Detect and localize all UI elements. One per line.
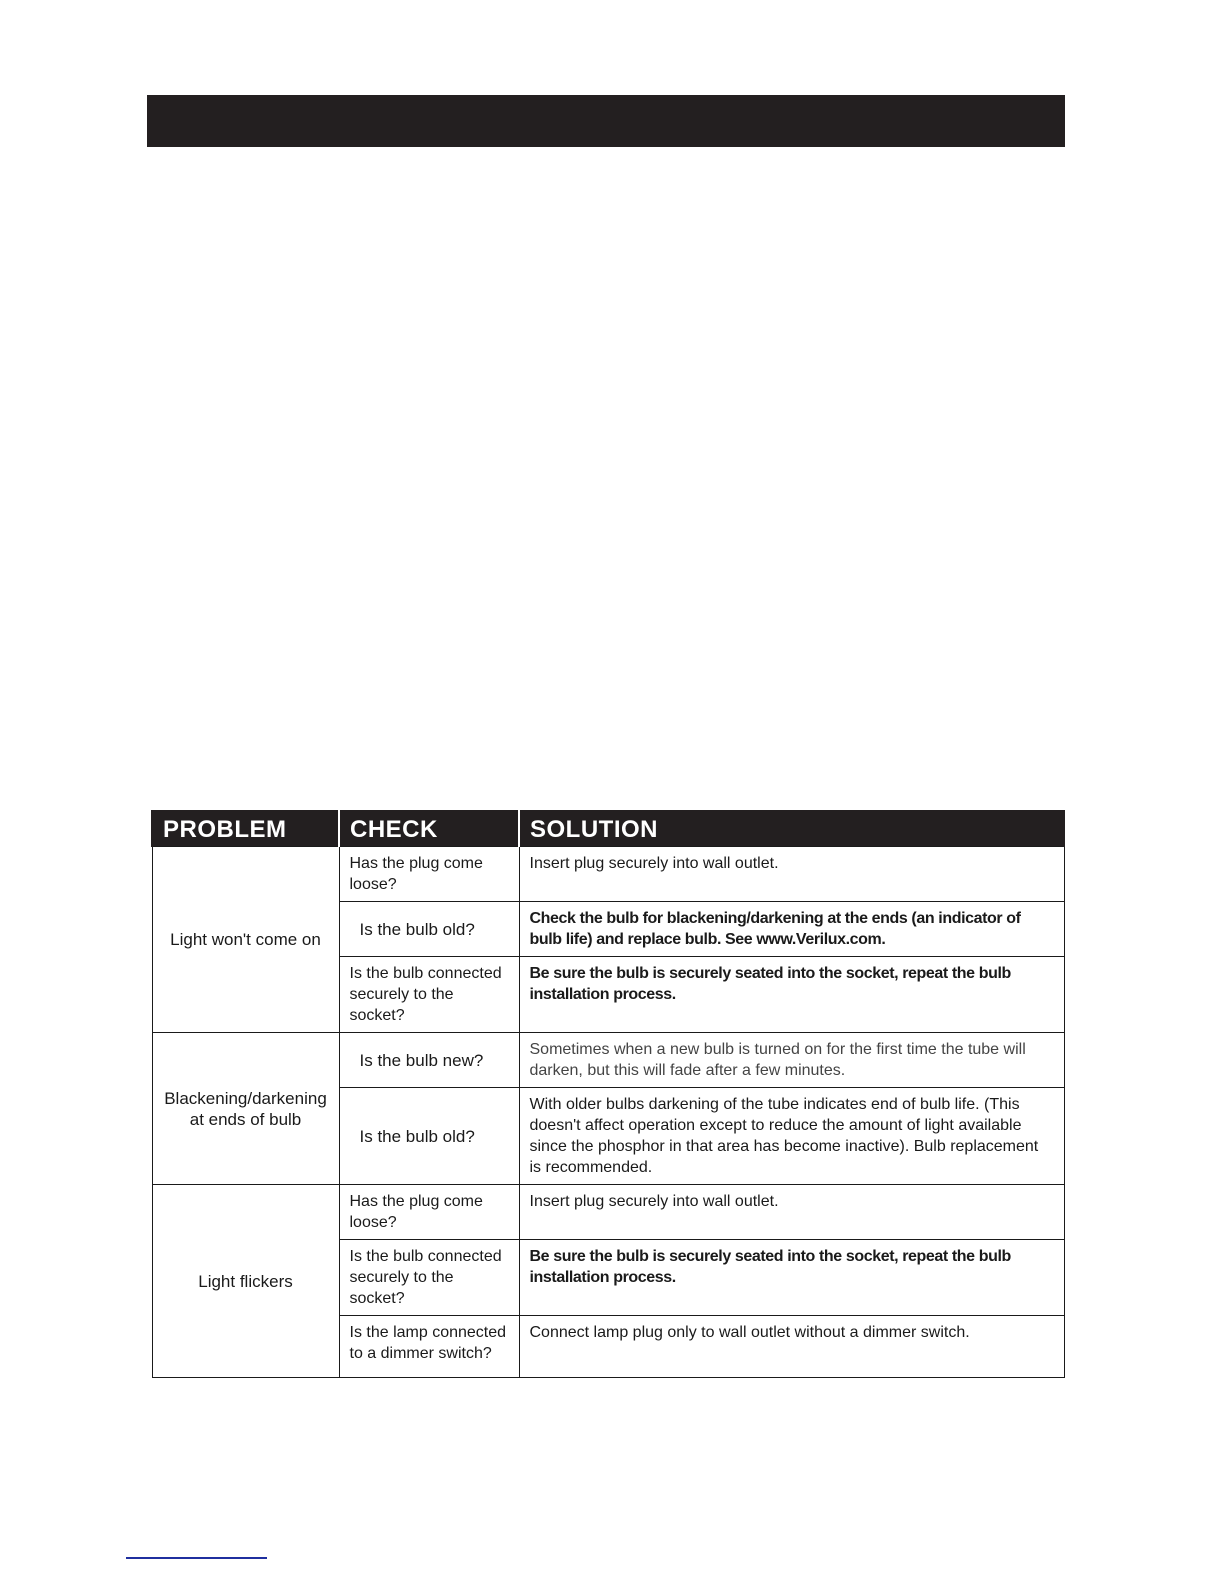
header-problem: PROBLEM <box>152 810 339 847</box>
solution-cell: Insert plug securely into wall outlet. <box>519 847 1064 902</box>
table-header-row <box>152 810 1064 847</box>
solution-cell: Check the bulb for blackening/darkening at the ends (an indicator of bulb life) and replace bulb. See www.Verilux.com. <box>519 902 1064 957</box>
solution-cell: Be sure the bulb is securely seated into the socket, repeat the bulb installation process. <box>519 1240 1064 1316</box>
solution-cell: Insert plug securely into wall outlet. <box>519 1185 1064 1240</box>
problem-cell: Blackening/darkening at ends of bulb <box>152 1033 339 1185</box>
check-cell: Has the plug come loose? <box>339 1185 519 1240</box>
footer-link-underline[interactable] <box>126 1557 267 1559</box>
table-row <box>152 847 1064 902</box>
solution-cell: With older bulbs darkening of the tube indicates end of bulb life. (This doesn't affect operation except to reduce the amount of light available since the phosphor in that area has become inactive). Bulb replacement is recommended. <box>519 1088 1064 1185</box>
check-cell: Is the bulb connected securely to the socket? <box>339 957 519 1033</box>
section-title-bar <box>147 95 1065 147</box>
header-solution: SOLUTION <box>519 810 1064 847</box>
troubleshooting-table <box>151 810 1065 1378</box>
problem-cell: Light won't come on <box>152 847 339 1033</box>
check-cell: Is the bulb connected securely to the socket? <box>339 1240 519 1316</box>
check-cell: Is the bulb new? <box>339 1033 519 1088</box>
problem-cell: Light flickers <box>152 1185 339 1378</box>
check-cell: Has the plug come loose? <box>339 847 519 902</box>
header-check: CHECK <box>339 810 519 847</box>
solution-cell: Sometimes when a new bulb is turned on for the first time the tube will darken, but this will fade after a few minutes. <box>519 1033 1064 1088</box>
table-row <box>152 1033 1064 1088</box>
solution-cell: Connect lamp plug only to wall outlet without a dimmer switch. <box>519 1316 1064 1378</box>
table-row <box>152 1185 1064 1240</box>
check-cell: Is the bulb old? <box>339 902 519 957</box>
check-cell: Is the lamp connected to a dimmer switch? <box>339 1316 519 1378</box>
solution-cell: Be sure the bulb is securely seated into the socket, repeat the bulb installation process. <box>519 957 1064 1033</box>
check-cell: Is the bulb old? <box>339 1088 519 1185</box>
